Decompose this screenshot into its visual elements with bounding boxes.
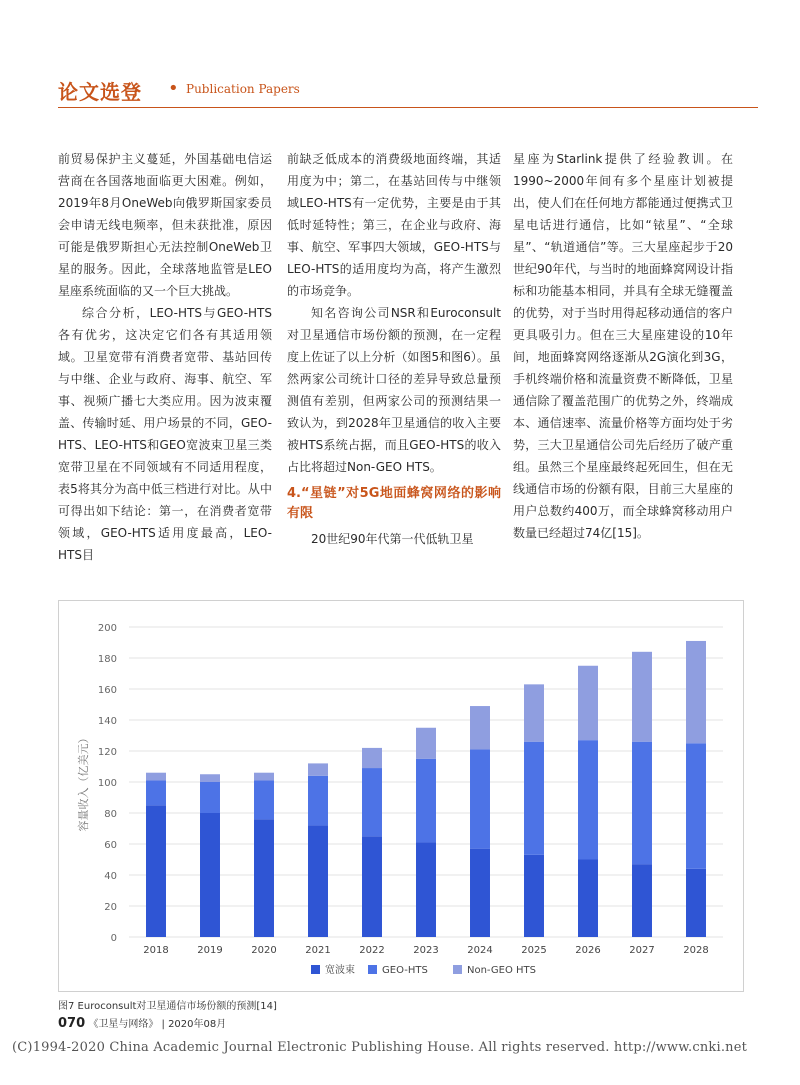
chart-svg: [59, 601, 743, 991]
x-tick-label: 2019: [197, 945, 223, 956]
text-column-2: [287, 148, 501, 550]
y-tick-label: 140: [97, 716, 117, 727]
y-tick-label: 160: [97, 685, 117, 696]
y-tick-label: 180: [97, 654, 117, 665]
y-tick-label: 40: [104, 871, 117, 882]
bar-segment: [200, 774, 220, 782]
x-tick-label: 2024: [467, 945, 493, 956]
bar-segment: [578, 860, 598, 938]
x-tick-label: 2027: [629, 945, 655, 956]
y-tick-label: 100: [97, 778, 117, 789]
paragraph: 前贸易保护主义蔓延，外国基础电信运营商在各国落地面临更大困难。例如，2019年8月OneWeb向俄罗斯国家委员会申请无线电频率，但未获批准，原因可能是俄罗斯担心无法控制OneWeb卫星的服务。因此，全球落地监管是LEO星座系统面临的又一个巨大挑战。: [58, 152, 272, 298]
legend-label: GEO-HTS: [382, 965, 428, 976]
x-tick-label: 2021: [305, 945, 331, 956]
bar-segment: [146, 780, 166, 805]
paragraph: 星座为Starlink提供了经验教训。在1990~2000年间有多个星座计划被提出，使人们在任何地方都能通过便携式卫星电话进行通信，比如“铱星”、“全球星”、“轨道通信”等。三大星座起步于20世纪90年代，与当时的地面蜂窝网设计指标和功能基本相同，并具有全球无缝覆盖的优势，对于当时用得起移动通信的客户更具吸引力。但在三大星座建设的10年间，地面蜂窝网络逐渐从2G演化到3G，手机终端价格和流量资费不断降低，卫星通信除了覆盖范围广的优势之外，终端成本、通信速率、流量价格等方面均处于劣势，三大卫星通信公司先后经历了破产重组。虽然三个星座最终起死回生，但在无线通信市场的份额有限，目前三大星座的用户总数约400万，而全球蜂窝移动用户数量已经超过74亿[15]。: [513, 152, 733, 540]
journal-name: 《卫星与网络》: [88, 1019, 159, 1030]
x-tick-label: 2028: [683, 945, 709, 956]
bar-segment: [524, 855, 544, 937]
paragraph: 前缺乏低成本的消费级地面终端，其适用度为中；第二，在基站回传与中继领域LEO-HTS有一定优势，主要是由于其低时延特性；第三，在企业与政府、海事、航空、军事四大领域，GEO-HTS与LEO-HTS的适用度均为高，将产生激烈的市场竞争。: [287, 152, 501, 298]
bar-segment: [416, 842, 436, 937]
figure-caption: 图7 Euroconsult对卫星通信市场份额的预测[14]: [58, 1001, 277, 1012]
header-bullet: •: [168, 78, 179, 99]
bar-segment: [578, 740, 598, 859]
y-tick-label: 60: [104, 840, 117, 851]
bar-segment: [362, 768, 382, 836]
bar-segment: [632, 652, 652, 742]
y-axis-label: 容量收入（亿美元）: [77, 732, 90, 832]
x-tick-label: 2022: [359, 945, 385, 956]
bar-segment: [416, 728, 436, 759]
page-footer: 070 《卫星与网络》 | 2020年08月: [58, 1016, 227, 1031]
text-column-3: [513, 148, 733, 544]
y-tick-label: 120: [97, 747, 117, 758]
x-tick-label: 2026: [575, 945, 601, 956]
bar-segment: [470, 706, 490, 749]
paragraph: 知名咨询公司NSR和Euroconsult对卫星通信市场份额的预测，在一定程度上佐证了以上分析（如图5和图6）。虽然两家公司统计口径的差异导致总量预测值有差别，但两家公司的预测结果一致认为，到2028年卫星通信的收入主要被HTS系统占据，而且GEO-HTS的收入占比将超过Non-GEO HTS。: [287, 306, 501, 474]
bar-segment: [686, 641, 706, 743]
paragraph: 20世纪90年代第一代低轨卫星: [311, 532, 474, 546]
bar-segment: [524, 684, 544, 741]
paragraph: 综合分析，LEO-HTS与GEO-HTS各有优劣，这决定它们各有其适用领域。卫星宽带有消费者宽带、基站回传与中继、企业与政府、海事、航空、军事、视频广播七大类应用。因为波束覆盖、传输时延、用户场景的不同，GEO-HTS、LEO-HTS和GEO宽波束卫星三类宽带卫星在不同领域有不同适用程度，表5将其分为高中低三档进行对比。从中可得出如下结论：第一，在消费者宽带领域，GEO-HTS适用度最高，LEO-HTS目: [58, 306, 272, 562]
bar-segment: [308, 763, 328, 775]
y-tick-label: 0: [110, 933, 117, 944]
page-header: [58, 72, 748, 112]
legend-swatch: [311, 965, 320, 974]
bar-segment: [362, 836, 382, 937]
bar-segment: [416, 759, 436, 843]
bar-segment: [254, 773, 274, 781]
bar-segment: [524, 742, 544, 855]
bar-segment: [632, 864, 652, 937]
x-tick-label: 2025: [521, 945, 547, 956]
legend-swatch: [368, 965, 377, 974]
bar-segment: [146, 773, 166, 781]
bar-segment: [686, 743, 706, 869]
bar-segment: [200, 813, 220, 937]
copyright-notice: (C)1994-2020 China Academic Journal Electronic Publishing House. All rights reserved. http://www.cnki.net: [12, 1040, 748, 1055]
bar-segment: [254, 819, 274, 937]
bar-segment: [146, 805, 166, 937]
bar-segment: [686, 869, 706, 937]
header-rule: [58, 107, 758, 108]
bar-segment: [308, 776, 328, 826]
legend-swatch: [453, 965, 462, 974]
legend-label: 宽波束: [325, 965, 355, 976]
bar-segment: [578, 666, 598, 740]
bar-segment: [470, 849, 490, 937]
y-tick-label: 80: [104, 809, 117, 820]
section-heading: 4.“星链”对5G地面蜂窝网络的影响有限: [287, 486, 501, 521]
text-column-1: [58, 148, 272, 566]
y-tick-label: 20: [104, 902, 117, 913]
bar-segment: [200, 782, 220, 813]
bar-segment: [470, 749, 490, 848]
issue-date: 2020年08月: [168, 1019, 227, 1030]
bar-segment: [362, 748, 382, 768]
stacked-bar-chart: [58, 600, 744, 992]
x-tick-label: 2020: [251, 945, 277, 956]
x-tick-label: 2023: [413, 945, 439, 956]
section-subtitle: Publication Papers: [186, 82, 300, 96]
bar-segment: [254, 780, 274, 819]
bar-segment: [308, 825, 328, 937]
section-title: 论文选登: [58, 80, 142, 104]
bar-segment: [632, 742, 652, 864]
legend-label: Non-GEO HTS: [467, 965, 537, 976]
y-tick-label: 200: [97, 623, 117, 634]
x-tick-label: 2018: [143, 945, 169, 956]
page-number: 070: [58, 1016, 86, 1031]
